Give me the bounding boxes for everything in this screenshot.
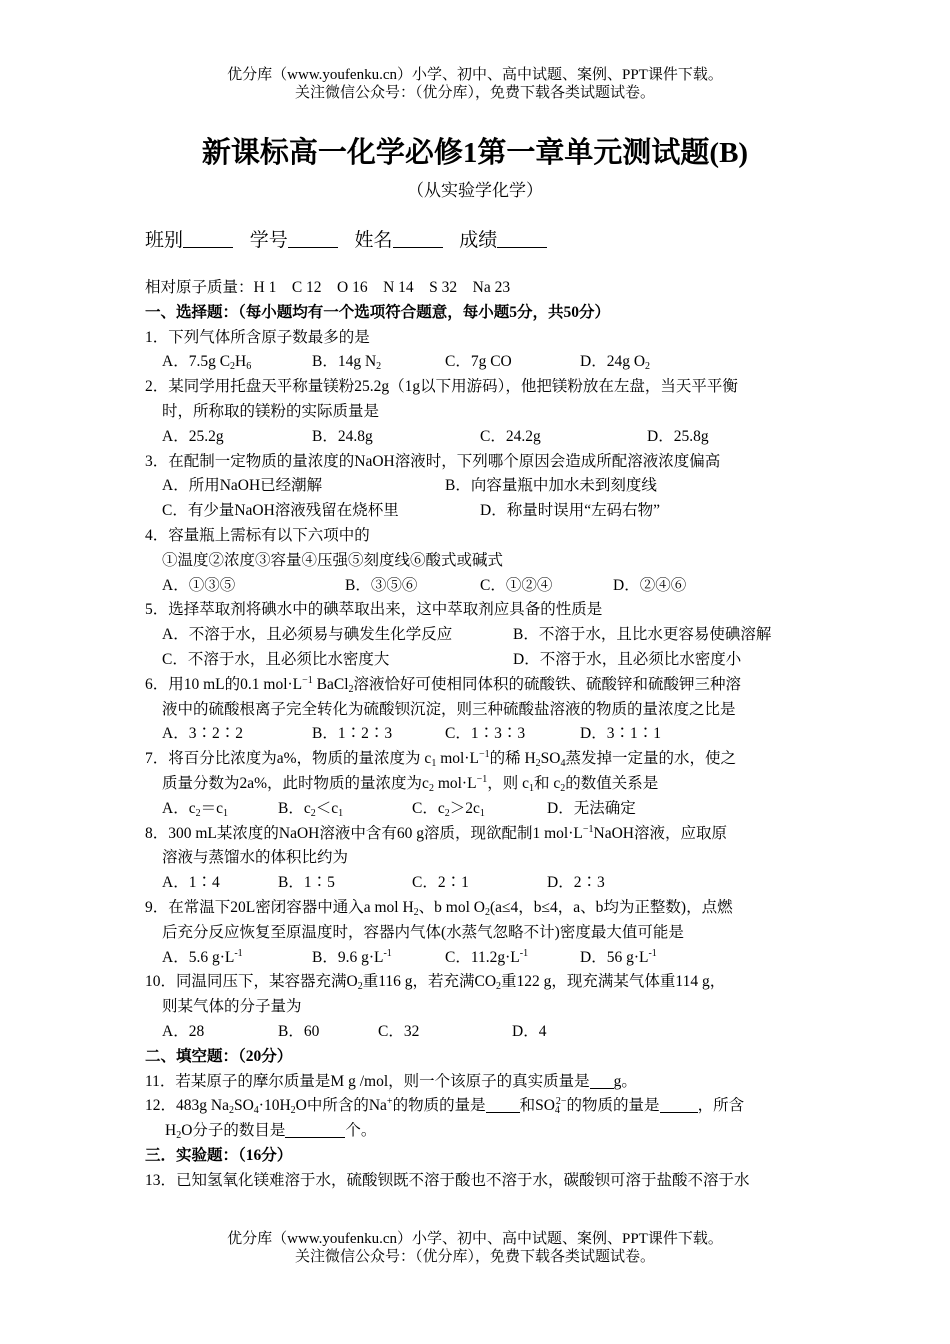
q10-stem-line2: 则某气体的分子量为 xyxy=(162,998,302,1016)
footer-line-2: 关注微信公众号：（优分库），免费下载各类试题试卷。 xyxy=(294,1249,655,1265)
q8-stem-line1: 8．300 mL某浓度的NaOH溶液中含有60 g溶质，现欲配制1 $mol\cdot L^{-1}NaOH$溶液，应取原 xyxy=(145,823,727,842)
score-label: 成绩 xyxy=(459,230,498,251)
q9-option-b[interactable]: B．9.6 $g\cdot L^{-1}$ xyxy=(312,947,392,966)
section-3-heading: 三．实验题：（16分） xyxy=(145,1146,293,1164)
section-2-heading: 二、填空题：（20分） xyxy=(145,1047,293,1065)
q4-option-a[interactable]: A．①③⑤ xyxy=(162,576,236,594)
q3-option-c[interactable]: C．有少量NaOH溶液残留在烧杯里 xyxy=(162,502,399,520)
q3-option-d[interactable]: D．称量时误用“左码右物” xyxy=(480,502,660,520)
class-blank[interactable] xyxy=(183,229,233,248)
q9-option-c[interactable]: C．$11.2g\cdot L^{-1}$ xyxy=(445,947,529,966)
q3-option-a[interactable]: A．所用NaOH已经潮解 xyxy=(162,477,323,495)
q6-stem-line1: 6．用10 mL的0.1 $mol\cdot L^{-1}$ BaCl$_2$溶液恰好可使相同体积的硫酸铁、硫酸锌和硫酸钾三种溶 xyxy=(145,674,742,695)
q12-blank-1[interactable] xyxy=(486,1096,520,1113)
q7-options xyxy=(145,797,810,822)
q9-stem-line1: 9．在常温下20L密闭容器中通入a mol $H_2$、b mol $O_2(a\le 4$，b≤4，a、b均为正整数)，点燃 xyxy=(145,898,733,918)
q2-stem-line2: 时，所称取的镁粉的实际质量是 xyxy=(162,402,380,420)
header-line-1: 优分库（www.youfenku.cn）小学、初中、高中试题、案例、PPT课件下载。 xyxy=(227,67,723,83)
q3-options-row1 xyxy=(145,474,810,499)
q6-stem-line2: 液中的硫酸根离子完全转化为硫酸钡沉淀，则三种硫酸盐溶液的物质的量浓度之比是 xyxy=(162,700,736,718)
q3-stem: 3．在配制一定物质的量浓度的NaOH溶液时，下列哪个原因会造成所配溶液浓度偏高 xyxy=(145,452,721,470)
q7-option-a[interactable]: A．$c_2=c_1$ xyxy=(162,799,228,819)
id-label: 学号 xyxy=(249,230,288,251)
q5-option-c[interactable]: C．不溶于水，且必须比水密度大 xyxy=(162,650,390,668)
q2-option-b[interactable]: B．24.8g xyxy=(312,427,373,445)
q2-option-d[interactable]: D．25.8g xyxy=(647,427,709,445)
q1-stem: 1．下列气体所含原子数最多的是 xyxy=(145,328,370,346)
q1-option-c[interactable]: C．7g CO xyxy=(445,353,512,371)
footer-line-1: 优分库（www.youfenku.cn）小学、初中、高中试题、案例、PPT课件下载。 xyxy=(227,1231,723,1247)
class-label: 班别 xyxy=(145,230,184,251)
q6-option-a[interactable]: A．3∶2∶2 xyxy=(162,725,243,743)
q5-options-row1 xyxy=(145,623,810,648)
q9-option-a[interactable]: A．5.6 $g\cdot L^{-1}$ xyxy=(162,947,243,966)
q2-option-c[interactable]: C．24.2g xyxy=(480,427,541,445)
q7-stem-line1: 7．将百分比浓度为a%，物质的量浓度为 $c_1$ $mol\cdot L^{-1}$的稀 $H_2SO_4$蒸发掉一定量的水，使之 xyxy=(145,749,736,770)
q4-options xyxy=(145,574,810,599)
q6-option-c[interactable]: C．1∶3∶3 xyxy=(445,725,526,743)
section-1-heading: 一、选择题：（每小题均有一个选项符合题意，每小题5分，共50分） xyxy=(145,303,611,321)
q5-options-row2 xyxy=(145,648,810,673)
q5-option-a[interactable]: A．不溶于水，且必须易与碘发生化学反应 xyxy=(162,626,453,644)
atomic-masses: 相对原子质量：H 1 C 12 O 16 N 14 S 32 Na 23 xyxy=(145,279,511,296)
exam-content xyxy=(145,276,810,1193)
q10-options xyxy=(145,1020,810,1045)
q10-stem-line1: 10．同温同压下，某容器充满$O_2$重116 g，若充满$CO_2$重122 g，现充满某气体重114 g， xyxy=(145,973,726,993)
q9-option-d[interactable]: D．56 $g\cdot L^{-1}$ xyxy=(580,947,657,966)
q2-option-a[interactable]: A．25.2g xyxy=(162,427,224,445)
q4-option-d[interactable]: D．②④⑥ xyxy=(613,576,687,594)
q2-stem-line1: 2．某同学用托盘天平称量镁粉25.2g（1g以下用游码），他把镁粉放在左盘，当天平平衡 xyxy=(145,378,738,396)
q10-option-c[interactable]: C．32 xyxy=(378,1022,420,1040)
q11: 11．若某原子的摩尔质量是M g /mol，则一个该原子的真实质量是 g。 xyxy=(145,1072,637,1090)
q2-options xyxy=(145,425,810,450)
q10-option-d[interactable]: D．4 xyxy=(512,1022,547,1040)
q3-option-b[interactable]: B．向容量瓶中加水未到刻度线 xyxy=(445,477,657,495)
q8-option-c[interactable]: C．2∶1 xyxy=(412,874,469,892)
q4-items: ①温度②浓度③容量④压强⑤刻度线⑥酸式或碱式 xyxy=(162,551,504,569)
q6-option-d[interactable]: D．3∶1∶1 xyxy=(580,725,661,743)
q7-option-c[interactable]: C．$c_2>2c_1$ xyxy=(412,799,485,819)
q8-option-d[interactable]: D．2∶3 xyxy=(547,874,605,892)
q9-options xyxy=(145,946,810,971)
q4-stem: 4．容量瓶上需标有以下六项中的 xyxy=(145,526,370,544)
q8-option-a[interactable]: A．1∶4 xyxy=(162,874,220,892)
q8-option-b[interactable]: B．1∶5 xyxy=(278,874,335,892)
score-blank[interactable] xyxy=(497,229,547,248)
q11-blank[interactable] xyxy=(590,1072,614,1089)
q8-stem-line2: 溶液与蒸馏水的体积比约为 xyxy=(162,849,349,867)
id-blank[interactable] xyxy=(288,229,338,248)
q12-blank-2[interactable] xyxy=(660,1096,698,1113)
q4-option-b[interactable]: B．③⑤⑥ xyxy=(345,576,418,594)
q6-option-b[interactable]: B．1∶2∶3 xyxy=(312,725,393,743)
student-info xyxy=(145,225,559,252)
q12-blank-3[interactable] xyxy=(285,1121,345,1138)
q10-option-a[interactable]: A．28 xyxy=(162,1022,205,1040)
q13-stem: 13．已知氢氧化镁难溶于水，硫酸钡既不溶于酸也不溶于水，碳酸钡可溶于盐酸不溶于水 xyxy=(145,1171,750,1189)
page-title: 新课标高一化学必修1第一章单元测试题(B) xyxy=(201,137,749,169)
q6-options xyxy=(145,722,810,747)
q5-option-d[interactable]: D．不溶于水，且必须比水密度小 xyxy=(513,650,742,668)
name-label: 姓名 xyxy=(354,230,393,251)
header-line-2: 关注微信公众号：（优分库），免费下载各类试题试卷。 xyxy=(294,85,655,101)
q7-stem-line2: 质量分数为2a%，此时物质的量浓度为$c_2$ $mol\cdot L^{-1}$，则 $c_1$和 $c_2$的数值关系是 xyxy=(162,773,659,794)
q1-option-a[interactable]: A．7.5g $C_2H_6$ xyxy=(162,353,252,373)
q12-line2: $H_2O$分子的数目是 个。 xyxy=(165,1122,377,1142)
q4-option-c[interactable]: C．①②④ xyxy=(480,576,553,594)
q7-option-d[interactable]: D．无法确定 xyxy=(547,799,636,817)
q10-option-b[interactable]: B．60 xyxy=(278,1022,320,1040)
q8-options xyxy=(145,871,810,896)
page-subtitle: （从实验学化学） xyxy=(407,181,543,200)
q9-stem-line2: 后充分反应恢复至原温度时，容器内气体(水蒸气忽略不计)密度最大值可能是 xyxy=(162,923,684,941)
q7-option-b[interactable]: B．$c_2<c_1$ xyxy=(278,799,344,819)
q1-option-b[interactable]: B．14g $N_2$ xyxy=(312,353,382,373)
name-blank[interactable] xyxy=(393,229,443,248)
q5-option-b[interactable]: B．不溶于水，且比水更容易使碘溶解 xyxy=(513,626,772,644)
q3-options-row2 xyxy=(145,499,810,524)
q5-stem: 5．选择萃取剂将碘水中的碘萃取出来，这中萃取剂应具备的性质是 xyxy=(145,601,603,619)
q12-line1: 12．483g $Na_2SO_4\cdot 10H_2O$中所含的Na+的物质的量是 和$SO_4^{2-}$的物质的量是 ，所含 xyxy=(145,1096,745,1117)
q1-options xyxy=(145,350,810,375)
q1-option-d[interactable]: D．24g $O_2$ xyxy=(580,353,651,373)
